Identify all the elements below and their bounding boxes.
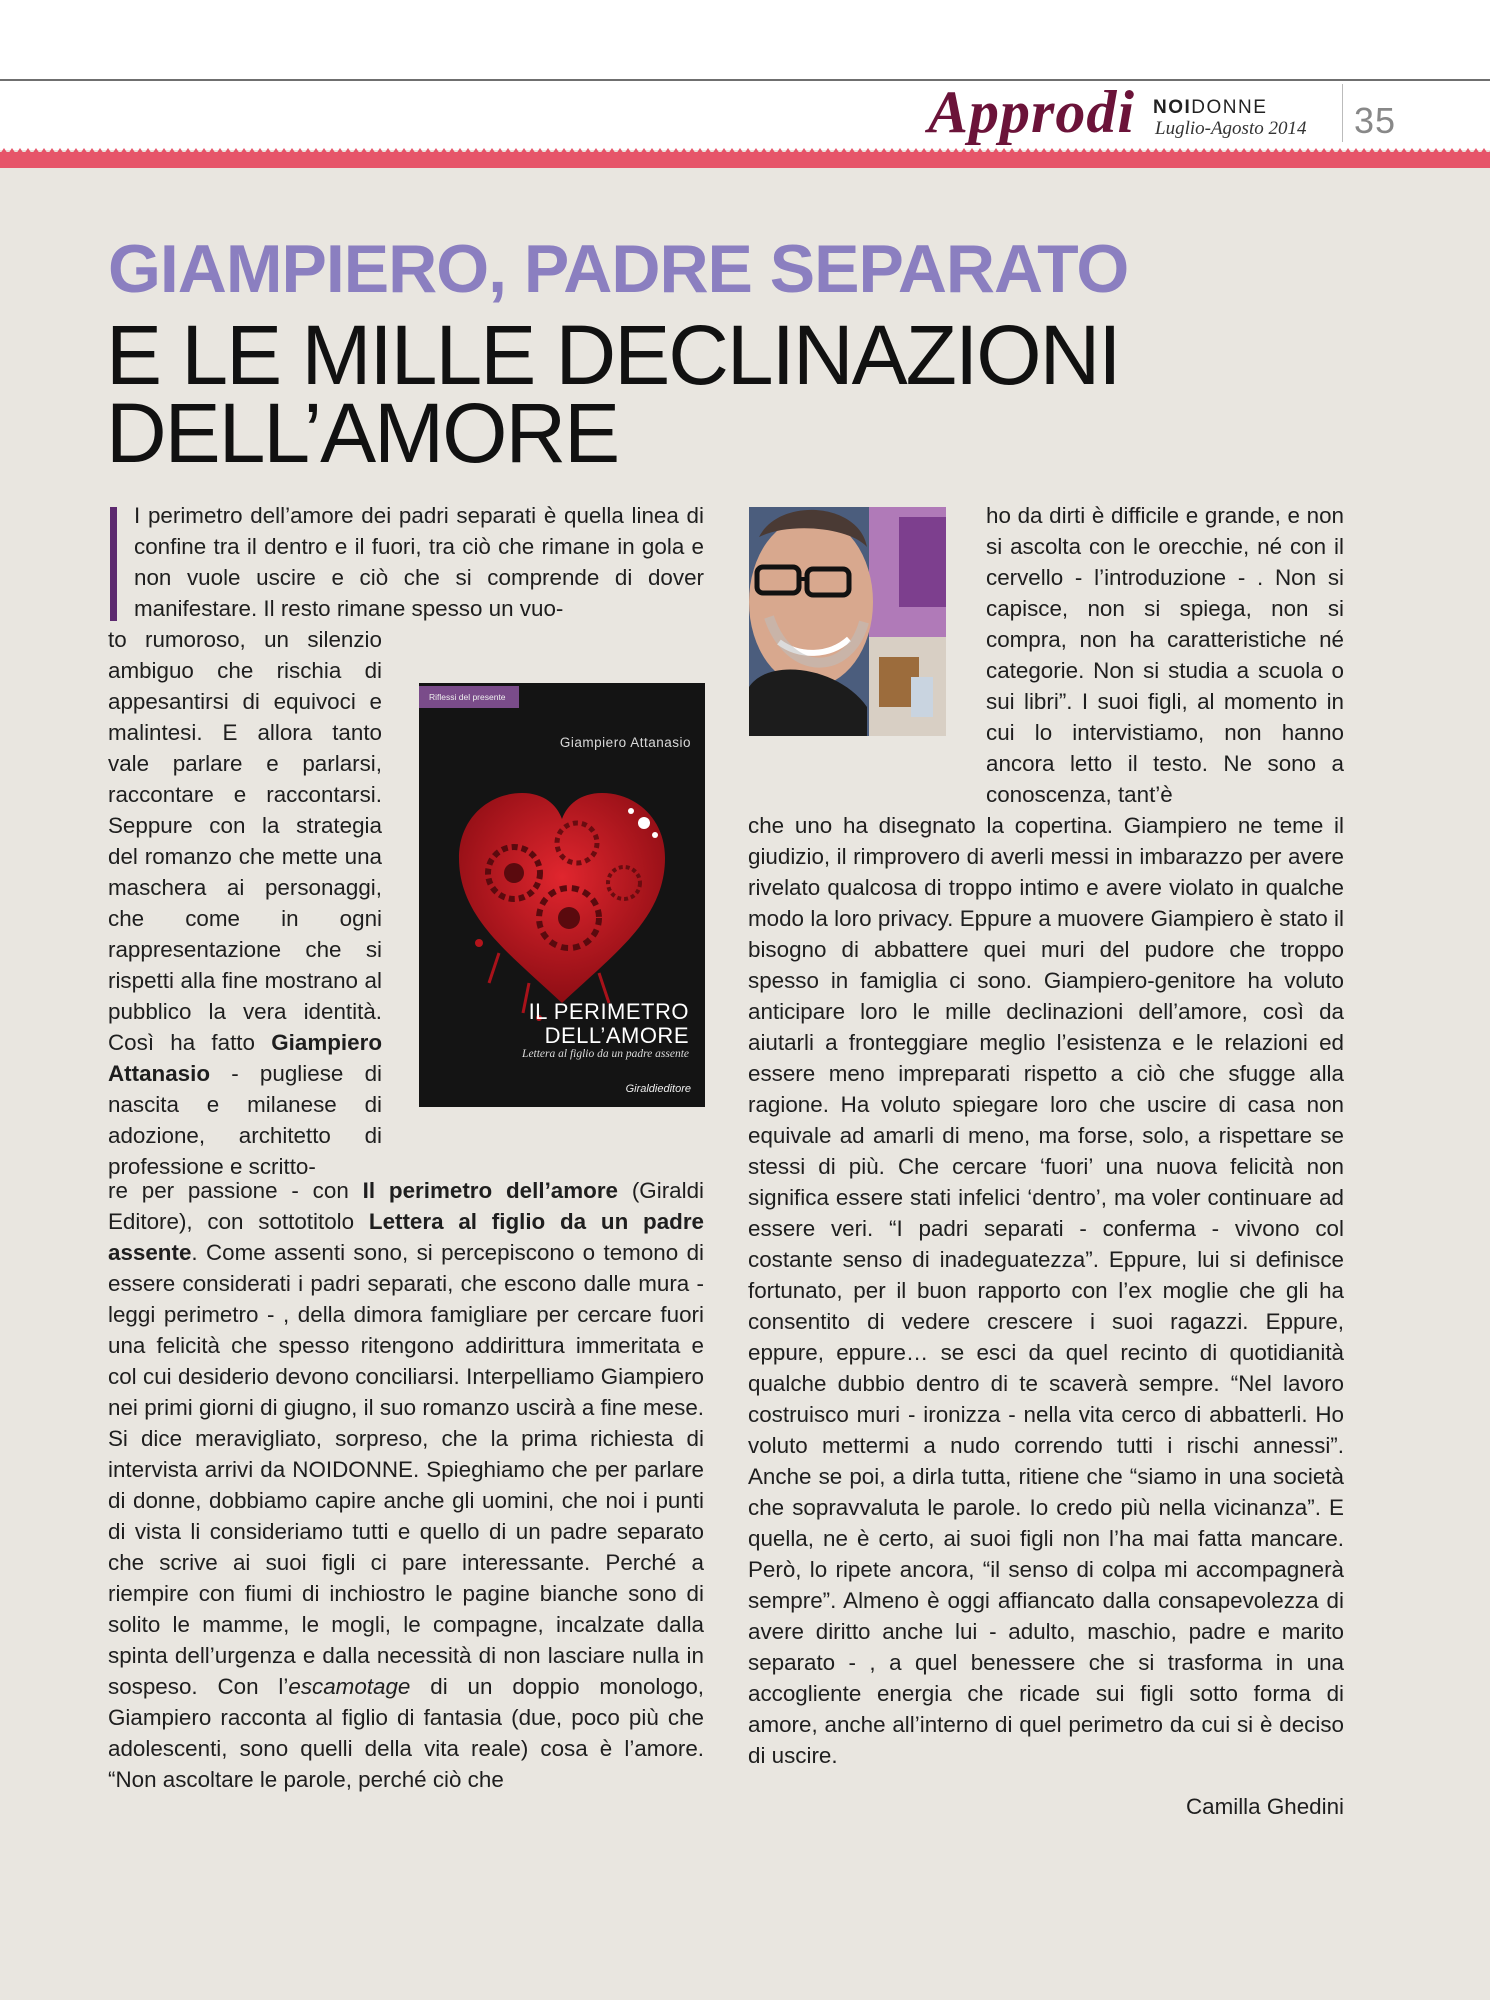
- book-title-bold: Il perimetro dell’amore: [362, 1178, 618, 1203]
- italic-word: escamotage: [288, 1674, 411, 1699]
- headline-line-3: DELL’AMORE: [106, 386, 619, 480]
- text-segment: re per passione - con: [108, 1178, 349, 1203]
- magazine-name: [1153, 97, 1267, 119]
- author-name-bold: Giampiero Attanasio: [108, 1030, 382, 1086]
- article-column-2-wide: che uno ha disegnato la copertina. Giampiero ne teme il giudizio, il rimprovero di averli messi in imbarazzo per avere rivelato qualcosa di troppo intimo e avere violato in qualche modo la loro privacy. Eppure a muovere Giampiero è stato il bisogno di abbattere quei muri del pudore che troppo spesso in famiglia ci sono. Giampiero-genitore ha voluto anticipare loro le mille declinazioni dell’amore, così da aiutarli a fronteggiare meglio l’esistenza e le relazioni ed essere meno impreparati rispetto a ciò che sfugge alla ragione. Ha voluto spiegare loro che uscire di casa non equivale ad amarli di meno, ma forse, solo, a rispettare se stessi di più. Che cercare ‘fuori’ una nuova felicità non significa essere stati infelici ‘dentro’, ma voler continuare ad essere veri. “I padri separati - conferma - vivono col costante senso di inadeguatezza”. Eppure, lui si definisce fortunato, per il buon rapporto con l’ex moglie che gli ha consentito di vedere crescere i suoi ragazzi. Eppure, eppure, eppure… se esci da quel recinto di quotidianità qualche dubbio dentro di te scaverà sempre. “Nel lavoro costruisco muri - ironizza - nella vita cerco di abbatterli. Ho voluto mettermi a nudo correndo tutti i rischi annessi”. Anche se poi, a dirla tutta, ritiene che “siamo in una società che sopravvaluta le parole. Io credo più nella vicinanza”. E quella, ne è certo, ai suoi figli non l’ha mai fatta mancare. Però, lo ripete ancora, “il senso di colpa mi accompagnerà sempre”. Almeno è oggi affiancato dalla consapevolezza di avere diritto anche lui - adulto, maschio, padre e marito separato - , a quel benessere che si trasforma in una accogliente energia che ricade sui figli sotto forma di amore, anche all’interno di quel perimetro da cui si è deciso di uscire.: [748, 813, 1344, 1768]
- publisher-logo: Giraldieditore: [625, 1083, 691, 1095]
- book-series-tag: Riflessi del presente: [419, 686, 519, 708]
- text-segment: di un doppio monologo, Giampiero racconta al figlio di fantasia (due, poco più che adolescenti, sono quelli della vita reale) cosa è l’amore. “Non ascoltare le parole, perché ciò che: [108, 1674, 704, 1792]
- book-subtitle: Lettera al figlio da un padre assente: [522, 1048, 689, 1060]
- header-divider: [1342, 84, 1343, 142]
- book-author: Giampiero Attanasio: [559, 735, 691, 750]
- author-portrait-photo: [749, 507, 946, 736]
- header-rule: [0, 79, 1490, 81]
- text-segment: - pugliese di nascita e milanese di adozione, architetto di professione e scritto-: [108, 1061, 382, 1179]
- magazine-name-bold: NOI: [1153, 97, 1192, 118]
- page-number: 35: [1354, 100, 1397, 141]
- magazine-name-rest: DONNE: [1191, 97, 1268, 118]
- section-title: Approdi: [927, 79, 1135, 145]
- article-intro: I perimetro dell’amore dei padri separati è quella linea di confine tra il dentro e il fuori, tra ciò che rimane in gola e non vuole uscire e ciò che si comprende di dover manifestare. Il resto rimane spesso un vuo-: [134, 503, 704, 621]
- book-title-line-1: IL PERIMETRO: [528, 999, 689, 1024]
- headline-line-1: GIAMPIERO, PADRE SEPARATO: [108, 231, 1129, 307]
- portrait-illustration: [749, 507, 946, 736]
- book-cover-image: [419, 683, 705, 1107]
- headline-line-2: E LE MILLE DECLINAZIONI: [106, 308, 1120, 402]
- byline: Camilla Ghedini: [1185, 1794, 1344, 1819]
- book-subtitle-bold: Lettera al figlio da un padre assente: [108, 1209, 704, 1265]
- text-segment: to rumoroso, un silenzio ambiguo che rischia di appesantirsi di equivoci e malintesi. E allora tanto vale parlare e parlarsi, raccontare e raccontarsi. Seppure con la strategia del romanzo che mette una maschera ai personaggi, che come in ogni rappresentazione che si rispetti alla fine mostrano al pubblico la vera identità. Così ha fatto: [108, 627, 382, 1055]
- article-column-1-wide: [108, 1175, 704, 1795]
- text-segment: (Giraldi Editore), con sottotitolo: [108, 1178, 705, 1234]
- article-column-1-narrow: [108, 624, 382, 1182]
- article-column-2-narrow: ho da dirti è difficile e grande, e non si ascolta con le orecchie, né con il cervello - l’introduzione - . Non si capisce, non si spiega, non si compra, non ha caratteristiche né categorie. Non si studia a scuola o sui libri”. I suoi figli, al momento in cui lo intervistiamo, non hanno ancora letto il testo. Ne sono a conoscenza, tant’è: [986, 503, 1344, 807]
- book-title-line-2: DELL’AMORE: [544, 1023, 689, 1048]
- pink-stripe: [0, 152, 1490, 168]
- book-title: [529, 1000, 689, 1048]
- intro-accent-bar: [110, 507, 117, 621]
- text-segment: . Come assenti sono, si percepiscono o temono di essere considerati i padri separati, che escono dalle mura - leggi perimetro - , della dimora famigliare per cercare fuori una felicità che spesso ritengono addirittura immeritata e col cui desiderio devono conciliarsi. Interpelliamo Giampiero nei primi giorni di giugno, il suo romanzo uscirà a fine mese. Si dice meravigliato, sorpreso, che la prima richiesta di intervista arrivi da NOIDONNE. Spieghiamo che per parlare di donne, dobbiamo capire anche gli uomini, che noi i punti di vista li consideriamo tutti e quello di un padre separato che scrive ai suoi figli ci pare interessante. Perché a riempire con fiumi di inchiostro le pagine bianche sono di solito le mamme, le mogli, le compagne, incalzate dalla spinta dell’urgenza e dalla necessità di non lasciare nulla in sospeso. Con l’: [108, 1240, 704, 1699]
- issue-date: Luglio-Agosto 2014: [1155, 118, 1307, 139]
